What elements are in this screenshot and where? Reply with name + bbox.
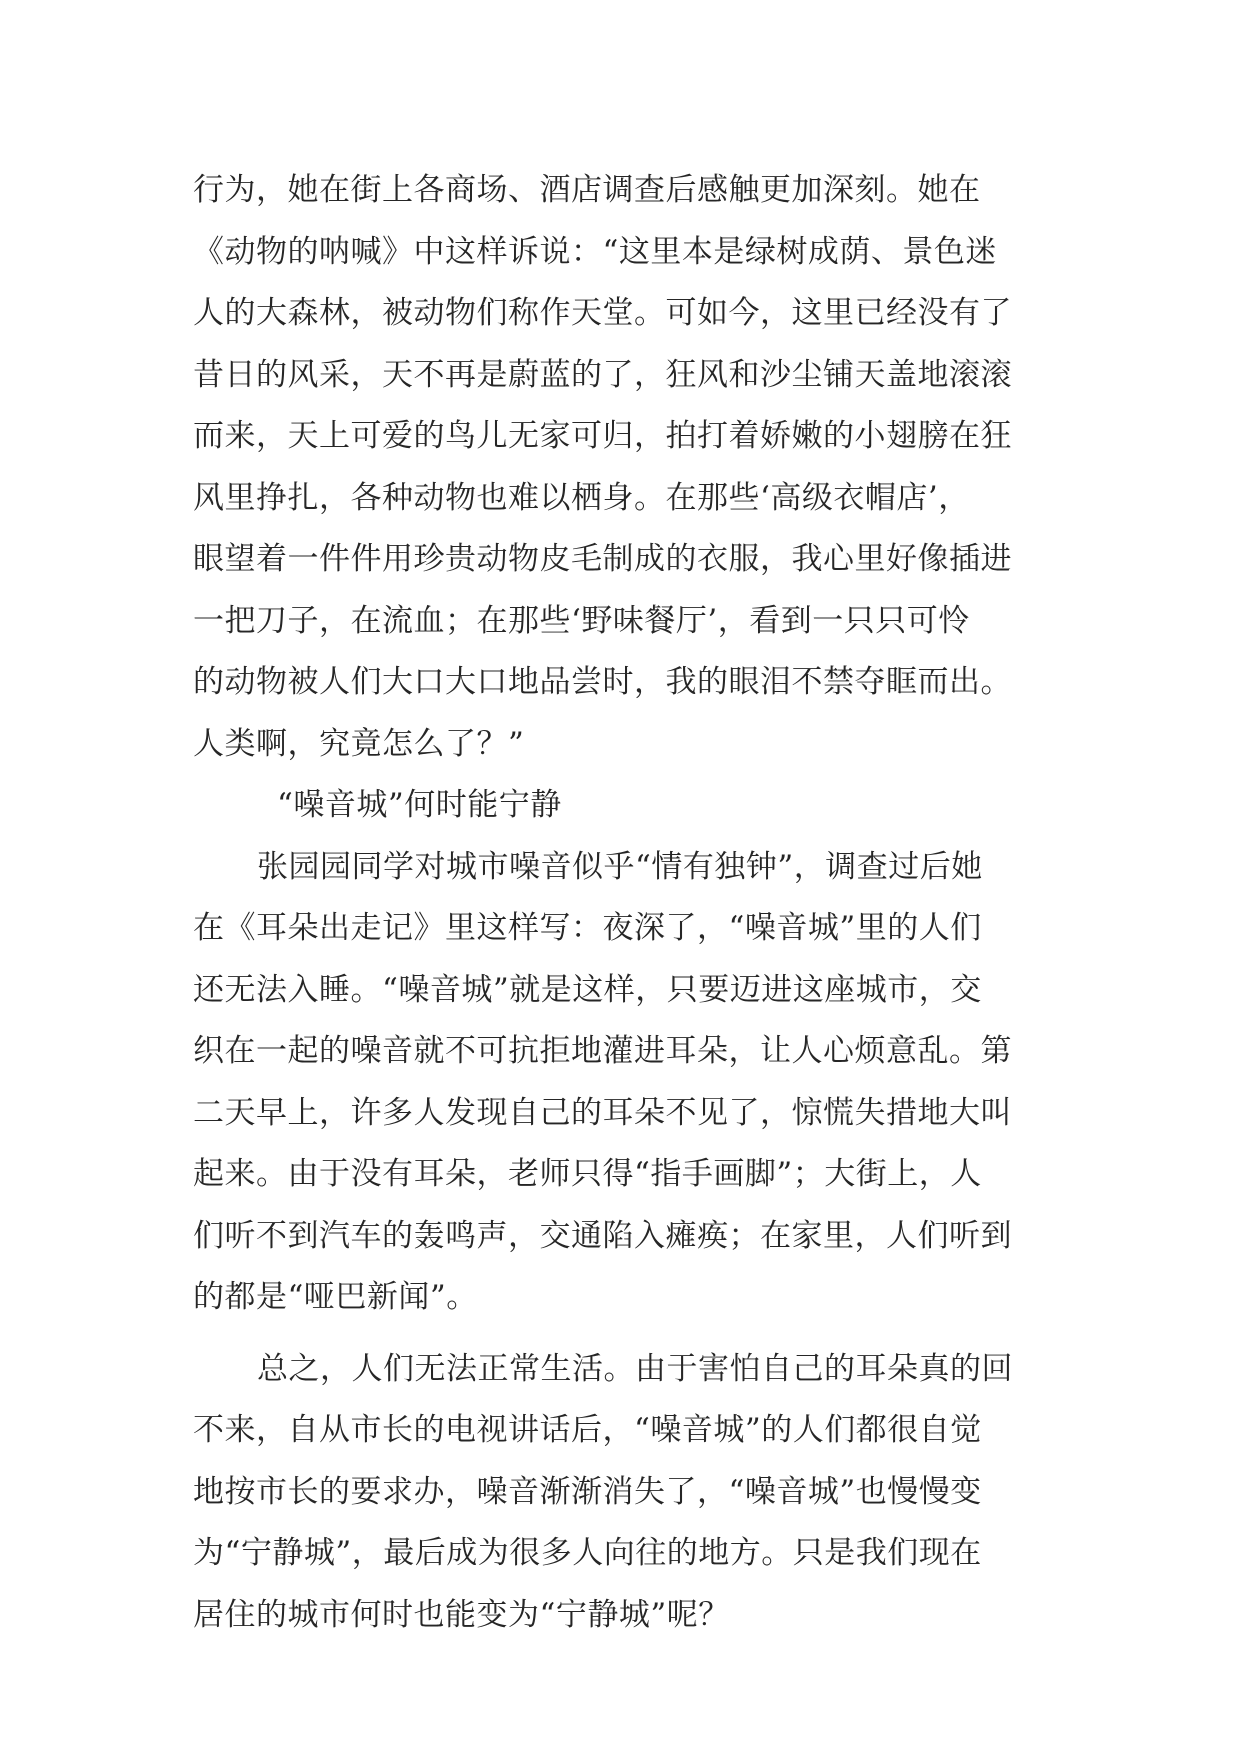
document-body [193,160,1073,1646]
text-line: 不来，自从市长的电视讲话后，“噪音城”的人们都很自觉 [193,1412,982,1448]
text-line: 的动物被人们大口大口地品尝时，我的眼泪不禁夺眶而出。 [193,664,1012,700]
text-line: 为“宁静城”，最后成为很多人向往的地方。只是我们现在 [193,1535,982,1571]
text-line: 织在一起的噪音就不可抗拒地灌进耳朵，让人心烦意乱。第 [193,1033,1012,1069]
text-line: 居住的城市何时也能变为“宁静城”呢？ [193,1596,730,1633]
paragraph-1 [193,160,1073,775]
text-line: 《动物的呐喊》中这样诉说：“这里本是绿树成荫、景色迷 [193,233,997,270]
text-line: 还无法入睡。“噪音城”就是这样，只要迈进这座城市，交 [193,971,982,1008]
text-line: 的都是“哑巴新闻”。 [193,1279,478,1315]
text-line: 地按市长的要求办，噪音渐渐消失了，“噪音城”也慢慢变 [193,1473,982,1510]
paragraph-2 [193,837,1073,1329]
text-line: 总之，人们无法正常生活。由于害怕自己的耳朵真的回 [257,1350,1013,1387]
text-line: 起来。由于没有耳朵，老师只得“指手画脚”；大街上，人 [193,1156,982,1192]
text-line: 一把刀子，在流血；在那些‘野味餐厅’，看到一只只可怜 [193,602,970,639]
text-line: 二天早上，许多人发现自己的耳朵不见了，惊慌失措地大叫 [193,1094,1012,1131]
text-line: 在《耳朵出走记》里这样写：夜深了，“噪音城”里的人们 [193,910,982,946]
text-line: 行为，她在街上各商场、酒店调查后感触更加深刻。她在 [193,172,981,208]
text-line: 而来，天上可爱的鸟儿无家可归，拍打着娇嫩的小翅膀在狂 [193,418,1012,454]
paragraph-spacer [193,1329,1073,1339]
text-line: 张园园同学对城市噪音似乎“情有独钟”，调查过后她 [257,848,983,885]
text-line: 眼望着一件件用珍贵动物皮毛制成的衣服，我心里好像插进 [193,541,1012,577]
paragraph-3 [193,1339,1073,1647]
text-line: 人的大森林，被动物们称作天堂。可如今，这里已经没有了 [193,295,1012,331]
section-heading: “噪音城”何时能宁静 [277,787,562,823]
text-line: 风里挣扎，各种动物也难以栖身。在那些‘高级衣帽店’， [193,479,970,516]
text-line: 昔日的风采，天不再是蔚蓝的了，狂风和沙尘铺天盖地滚滚 [193,356,1012,393]
text-line: 人类啊，究竟怎么了？” [193,725,525,762]
text-line: 们听不到汽车的轰鸣声，交通陷入瘫痪；在家里，人们听到 [193,1217,1012,1254]
